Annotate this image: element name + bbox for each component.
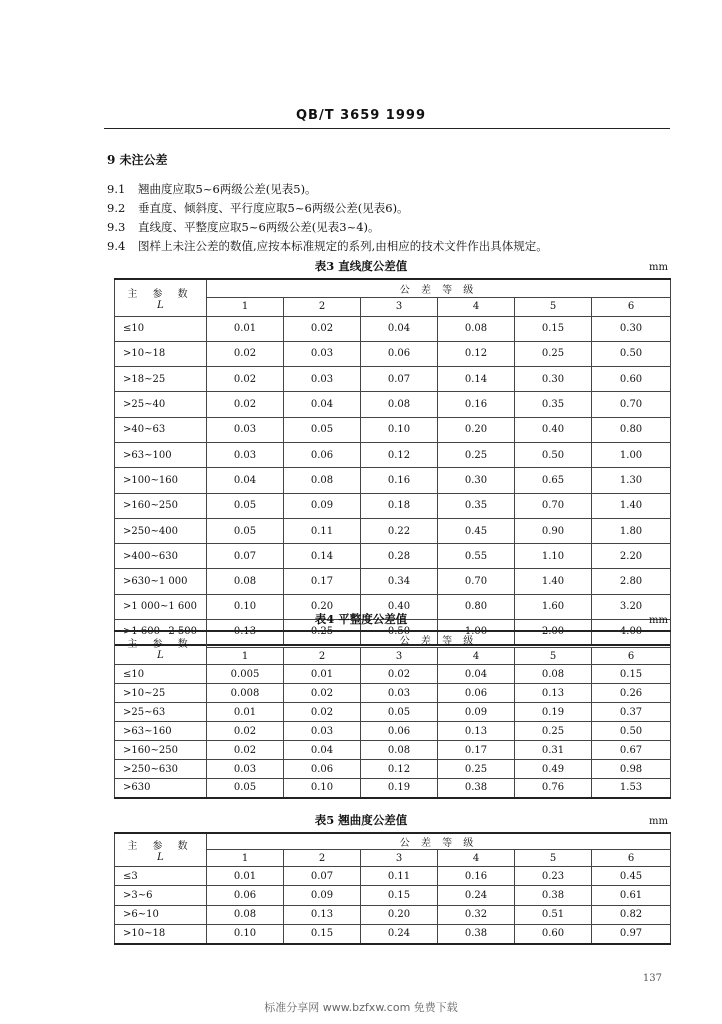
tolerance-value-cell: 0.15 xyxy=(361,886,438,905)
size-range-cell: >250~400 xyxy=(115,518,207,543)
footer-watermark: 标准分享网 www.bzfxw.com 免费下载 xyxy=(264,1001,458,1014)
tolerance-value-cell: 0.60 xyxy=(592,367,671,392)
main-parameter-header xyxy=(115,631,207,665)
tolerance-value-cell: 1.40 xyxy=(515,569,592,594)
tolerance-value-cell: 0.02 xyxy=(207,367,284,392)
grade-column-header: 4 xyxy=(438,297,515,316)
tolerance-value-cell: 0.34 xyxy=(361,569,438,594)
grade-column-header: 4 xyxy=(438,648,515,665)
tolerance-value-cell: 0.02 xyxy=(284,684,361,703)
tolerance-value-cell: 0.25 xyxy=(438,760,515,779)
size-range-cell: >3~6 xyxy=(115,886,207,905)
tolerance-value-cell: 0.05 xyxy=(207,779,284,798)
tolerance-value-cell: 0.97 xyxy=(592,924,671,943)
grade-column-header: 5 xyxy=(515,648,592,665)
tolerance-value-cell: 0.82 xyxy=(592,905,671,924)
clause-text: 翘曲度应取5~6两级公差(见表5)。 xyxy=(138,182,317,196)
tolerance-value-cell: 0.01 xyxy=(207,867,284,886)
table-row xyxy=(115,518,671,543)
size-range-cell: >1 600~2 500 xyxy=(115,620,207,645)
tolerance-value-cell: 1.53 xyxy=(592,779,671,798)
size-range-cell: >25~63 xyxy=(115,703,207,722)
size-range-cell: >400~630 xyxy=(115,544,207,569)
tolerance-value-cell: 0.50 xyxy=(361,620,438,645)
tolerance-value-cell: 0.38 xyxy=(438,779,515,798)
tolerance-value-cell: 0.35 xyxy=(515,392,592,417)
grade-column-header: 6 xyxy=(592,297,671,316)
tolerance-value-cell: 0.09 xyxy=(284,886,361,905)
clause-number: 9.2 xyxy=(107,201,126,215)
tolerance-value-cell: 0.10 xyxy=(284,779,361,798)
tolerance-value-cell: 0.02 xyxy=(207,741,284,760)
tolerance-value-cell: 0.02 xyxy=(207,341,284,366)
tolerance-value-cell: 0.09 xyxy=(284,493,361,518)
tolerance-value-cell: 0.45 xyxy=(592,867,671,886)
tolerance-value-cell: 0.23 xyxy=(515,867,592,886)
size-range-cell: >63~100 xyxy=(115,442,207,467)
tolerance-value-cell: 0.12 xyxy=(361,760,438,779)
tolerance-value-cell: 0.08 xyxy=(284,468,361,493)
tolerance-grade-header: 公 差 等 级 xyxy=(207,833,671,850)
tolerance-grade-header: 公 差 等 级 xyxy=(207,279,671,297)
tolerance-value-cell: 1.80 xyxy=(592,518,671,543)
tolerance-value-cell: 0.16 xyxy=(361,468,438,493)
size-range-cell: >10~18 xyxy=(115,924,207,943)
tolerance-value-cell: 0.26 xyxy=(592,684,671,703)
tolerance-value-cell: 4.00 xyxy=(592,620,671,645)
grade-column-header: 3 xyxy=(361,297,438,316)
tolerance-value-cell: 0.18 xyxy=(361,493,438,518)
tolerance-value-cell: 0.02 xyxy=(284,703,361,722)
size-range-cell: >1 000~1 600 xyxy=(115,594,207,619)
size-range-cell: >160~250 xyxy=(115,741,207,760)
tolerance-value-cell: 1.60 xyxy=(515,594,592,619)
tolerance-value-cell: 0.05 xyxy=(207,493,284,518)
tolerance-value-cell: 0.70 xyxy=(438,569,515,594)
tolerance-value-cell: 0.98 xyxy=(592,760,671,779)
clause-text: 图样上未注公差的数值,应按本标准规定的系列,由相应的技术文件作出具体规定。 xyxy=(138,239,548,253)
size-range-cell: >100~160 xyxy=(115,468,207,493)
table4-flatness xyxy=(114,630,671,799)
tolerance-value-cell: 0.30 xyxy=(592,316,671,341)
tolerance-value-cell: 0.35 xyxy=(438,493,515,518)
grade-column-header: 2 xyxy=(284,850,361,867)
size-range-cell: ≤10 xyxy=(115,316,207,341)
tolerance-value-cell: 0.65 xyxy=(515,468,592,493)
tolerance-value-cell: 0.13 xyxy=(438,722,515,741)
page-number: 137 xyxy=(642,973,662,984)
main-parameter-label: 主 参 数 xyxy=(127,288,194,300)
size-range-cell: ≤10 xyxy=(115,665,207,684)
table-row xyxy=(115,779,671,798)
clause-9-4 xyxy=(107,238,548,254)
tolerance-value-cell: 0.08 xyxy=(207,569,284,594)
size-range-cell: >40~63 xyxy=(115,417,207,442)
tolerance-value-cell: 0.07 xyxy=(361,367,438,392)
tolerance-value-cell: 0.04 xyxy=(284,392,361,417)
size-range-cell: >250~630 xyxy=(115,760,207,779)
tolerance-value-cell: 0.19 xyxy=(361,779,438,798)
table-row xyxy=(115,417,671,442)
tolerance-value-cell: 0.07 xyxy=(207,544,284,569)
tolerance-value-cell: 0.06 xyxy=(361,722,438,741)
tolerance-value-cell: 0.25 xyxy=(515,722,592,741)
table3-unit: mm xyxy=(649,262,668,273)
table-row xyxy=(115,569,671,594)
tolerance-value-cell: 0.08 xyxy=(438,316,515,341)
size-range-cell: >10~25 xyxy=(115,684,207,703)
size-range-cell: >160~250 xyxy=(115,493,207,518)
main-parameter-label: 主 参 数 xyxy=(127,639,194,650)
tolerance-value-cell: 1.00 xyxy=(438,620,515,645)
tolerance-value-cell: 0.08 xyxy=(207,905,284,924)
tolerance-value-cell: 0.22 xyxy=(361,518,438,543)
tolerance-value-cell: 0.28 xyxy=(361,544,438,569)
main-parameter-symbol: L xyxy=(157,650,164,661)
tolerance-value-cell: 0.06 xyxy=(438,684,515,703)
main-parameter-symbol: L xyxy=(157,852,164,863)
tolerance-value-cell: 0.01 xyxy=(207,703,284,722)
tolerance-value-cell: 0.06 xyxy=(207,886,284,905)
tolerance-value-cell: 1.30 xyxy=(592,468,671,493)
tolerance-value-cell: 1.00 xyxy=(592,442,671,467)
tolerance-value-cell: 2.20 xyxy=(592,544,671,569)
tolerance-value-cell: 0.008 xyxy=(207,684,284,703)
tolerance-value-cell: 0.08 xyxy=(515,665,592,684)
tolerance-value-cell: 0.16 xyxy=(438,392,515,417)
grade-column-header: 1 xyxy=(207,297,284,316)
tolerance-value-cell: 1.10 xyxy=(515,544,592,569)
tolerance-value-cell: 0.38 xyxy=(438,924,515,943)
tolerance-value-cell: 0.20 xyxy=(438,417,515,442)
grade-column-header: 2 xyxy=(284,648,361,665)
table4-unit: mm xyxy=(649,615,668,626)
tolerance-value-cell: 0.25 xyxy=(515,341,592,366)
tolerance-value-cell: 0.51 xyxy=(515,905,592,924)
table3-caption: 表3 直线度公差值 xyxy=(314,259,408,273)
tolerance-value-cell: 0.50 xyxy=(592,722,671,741)
tolerance-value-cell: 0.15 xyxy=(284,924,361,943)
clause-9-3 xyxy=(107,219,380,235)
tolerance-value-cell: 0.04 xyxy=(284,741,361,760)
grade-column-header: 3 xyxy=(361,648,438,665)
table-row xyxy=(115,924,671,943)
tolerance-value-cell: 0.45 xyxy=(438,518,515,543)
tolerance-value-cell: 0.06 xyxy=(284,442,361,467)
tolerance-value-cell: 0.40 xyxy=(515,417,592,442)
table-row xyxy=(115,493,671,518)
table-row xyxy=(115,760,671,779)
tolerance-value-cell: 0.50 xyxy=(592,341,671,366)
tolerance-value-cell: 0.12 xyxy=(361,442,438,467)
tolerance-value-cell: 0.10 xyxy=(207,594,284,619)
tolerance-value-cell: 0.67 xyxy=(592,741,671,760)
standard-code-header: QB/T 3659 1999 xyxy=(296,108,426,123)
tolerance-value-cell: 0.03 xyxy=(207,442,284,467)
tolerance-value-cell: 0.07 xyxy=(284,867,361,886)
tolerance-value-cell: 0.05 xyxy=(207,518,284,543)
section-title: 9 未注公差 xyxy=(107,153,168,167)
tolerance-value-cell: 0.40 xyxy=(361,594,438,619)
table-row xyxy=(115,867,671,886)
tolerance-value-cell: 0.13 xyxy=(515,684,592,703)
tolerance-value-cell: 0.61 xyxy=(592,886,671,905)
tolerance-value-cell: 0.60 xyxy=(515,924,592,943)
grade-column-header: 2 xyxy=(284,297,361,316)
tolerance-value-cell: 0.70 xyxy=(592,392,671,417)
table5-warpage xyxy=(114,832,671,945)
tolerance-value-cell: 0.05 xyxy=(361,703,438,722)
tolerance-value-cell: 0.50 xyxy=(515,442,592,467)
clause-text: 直线度、平整度应取5~6两级公差(见表3~4)。 xyxy=(138,220,380,234)
clause-number: 9.1 xyxy=(107,182,126,196)
table-row xyxy=(115,703,671,722)
tolerance-value-cell: 0.06 xyxy=(284,760,361,779)
grade-column-header: 6 xyxy=(592,648,671,665)
clause-number: 9.3 xyxy=(107,220,126,234)
tolerance-value-cell: 0.20 xyxy=(284,594,361,619)
tolerance-value-cell: 0.11 xyxy=(361,867,438,886)
tolerance-value-cell: 0.49 xyxy=(515,760,592,779)
tolerance-value-cell: 0.55 xyxy=(438,544,515,569)
tolerance-value-cell: 0.08 xyxy=(361,741,438,760)
tolerance-value-cell: 0.10 xyxy=(207,924,284,943)
tolerance-value-cell: 0.02 xyxy=(361,665,438,684)
tolerance-value-cell: 0.17 xyxy=(284,569,361,594)
tolerance-value-cell: 0.25 xyxy=(284,620,361,645)
table-row xyxy=(115,367,671,392)
tolerance-value-cell: 0.24 xyxy=(438,886,515,905)
tolerance-value-cell: 0.15 xyxy=(515,316,592,341)
table-row xyxy=(115,886,671,905)
tolerance-value-cell: 0.17 xyxy=(438,741,515,760)
table-row xyxy=(115,741,671,760)
main-parameter-header xyxy=(115,279,207,316)
main-parameter-symbol: L xyxy=(157,299,164,311)
tolerance-value-cell: 0.30 xyxy=(515,367,592,392)
size-range-cell: >630 xyxy=(115,779,207,798)
tolerance-value-cell: 0.03 xyxy=(207,417,284,442)
grade-column-header: 4 xyxy=(438,850,515,867)
tolerance-value-cell: 0.37 xyxy=(592,703,671,722)
tolerance-value-cell: 0.03 xyxy=(361,684,438,703)
tolerance-value-cell: 0.31 xyxy=(515,741,592,760)
tolerance-value-cell: 0.10 xyxy=(361,417,438,442)
tolerance-value-cell: 0.03 xyxy=(284,341,361,366)
table4-caption: 表4 平整度公差值 xyxy=(314,612,408,626)
tolerance-value-cell: 3.20 xyxy=(592,594,671,619)
table5-caption: 表5 翘曲度公差值 xyxy=(314,813,408,827)
size-range-cell: >25~40 xyxy=(115,392,207,417)
table-row xyxy=(115,544,671,569)
main-parameter-label: 主 参 数 xyxy=(127,841,194,852)
tolerance-value-cell: 0.08 xyxy=(361,392,438,417)
grade-column-header: 3 xyxy=(361,850,438,867)
tolerance-value-cell: 0.25 xyxy=(438,442,515,467)
tolerance-value-cell: 0.14 xyxy=(284,544,361,569)
tolerance-value-cell: 0.24 xyxy=(361,924,438,943)
table3-straightness xyxy=(114,278,671,646)
tolerance-value-cell: 0.005 xyxy=(207,665,284,684)
tolerance-value-cell: 0.14 xyxy=(438,367,515,392)
size-range-cell: >630~1 000 xyxy=(115,569,207,594)
tolerance-value-cell: 0.30 xyxy=(438,468,515,493)
tolerance-value-cell: 0.02 xyxy=(207,392,284,417)
size-range-cell: >18~25 xyxy=(115,367,207,392)
tolerance-value-cell: 0.01 xyxy=(207,316,284,341)
tolerance-value-cell: 0.90 xyxy=(515,518,592,543)
clause-number: 9.4 xyxy=(107,239,126,253)
tolerance-value-cell: 0.05 xyxy=(284,417,361,442)
tolerance-value-cell: 0.12 xyxy=(438,341,515,366)
table-row xyxy=(115,468,671,493)
tolerance-value-cell: 0.02 xyxy=(207,722,284,741)
tolerance-value-cell: 0.03 xyxy=(284,367,361,392)
size-range-cell: >63~160 xyxy=(115,722,207,741)
tolerance-value-cell: 0.32 xyxy=(438,905,515,924)
tolerance-value-cell: 0.76 xyxy=(515,779,592,798)
tolerance-value-cell: 0.03 xyxy=(284,722,361,741)
clause-text: 垂直度、倾斜度、平行度应取5~6两级公差(见表6)。 xyxy=(138,201,409,215)
clause-9-1 xyxy=(107,181,317,197)
table-row xyxy=(115,665,671,684)
grade-column-header: 5 xyxy=(515,297,592,316)
tolerance-value-cell: 0.11 xyxy=(284,518,361,543)
tolerance-value-cell: 0.04 xyxy=(438,665,515,684)
size-range-cell: >10~18 xyxy=(115,341,207,366)
table-row xyxy=(115,341,671,366)
table-row xyxy=(115,442,671,467)
tolerance-value-cell: 0.01 xyxy=(284,665,361,684)
table5-unit: mm xyxy=(649,816,668,827)
tolerance-value-cell: 0.80 xyxy=(438,594,515,619)
tolerance-value-cell: 0.09 xyxy=(438,703,515,722)
tolerance-grade-header: 公 差 等 级 xyxy=(207,631,671,648)
tolerance-value-cell: 2.00 xyxy=(515,620,592,645)
grade-column-header: 6 xyxy=(592,850,671,867)
tolerance-value-cell: 0.38 xyxy=(515,886,592,905)
tolerance-value-cell: 0.04 xyxy=(207,468,284,493)
tolerance-value-cell: 0.16 xyxy=(438,867,515,886)
tolerance-value-cell: 0.70 xyxy=(515,493,592,518)
main-parameter-header xyxy=(115,833,207,867)
tolerance-value-cell: 0.02 xyxy=(284,316,361,341)
tolerance-value-cell: 0.80 xyxy=(592,417,671,442)
table-row xyxy=(115,905,671,924)
tolerance-value-cell: 0.03 xyxy=(207,760,284,779)
table-row xyxy=(115,316,671,341)
table-row xyxy=(115,392,671,417)
clause-9-2 xyxy=(107,200,409,216)
tolerance-value-cell: 0.19 xyxy=(515,703,592,722)
tolerance-value-cell: 0.20 xyxy=(361,905,438,924)
header-rule xyxy=(104,128,670,129)
tolerance-value-cell: 0.04 xyxy=(361,316,438,341)
grade-column-header: 1 xyxy=(207,648,284,665)
tolerance-value-cell: 0.13 xyxy=(284,905,361,924)
size-range-cell: ≤3 xyxy=(115,867,207,886)
table-row xyxy=(115,722,671,741)
tolerance-value-cell: 0.06 xyxy=(361,341,438,366)
tolerance-value-cell: 0.13 xyxy=(207,620,284,645)
size-range-cell: >6~10 xyxy=(115,905,207,924)
tolerance-value-cell: 2.80 xyxy=(592,569,671,594)
grade-column-header: 1 xyxy=(207,850,284,867)
table-row xyxy=(115,684,671,703)
tolerance-value-cell: 1.40 xyxy=(592,493,671,518)
tolerance-value-cell: 0.15 xyxy=(592,665,671,684)
grade-column-header: 5 xyxy=(515,850,592,867)
